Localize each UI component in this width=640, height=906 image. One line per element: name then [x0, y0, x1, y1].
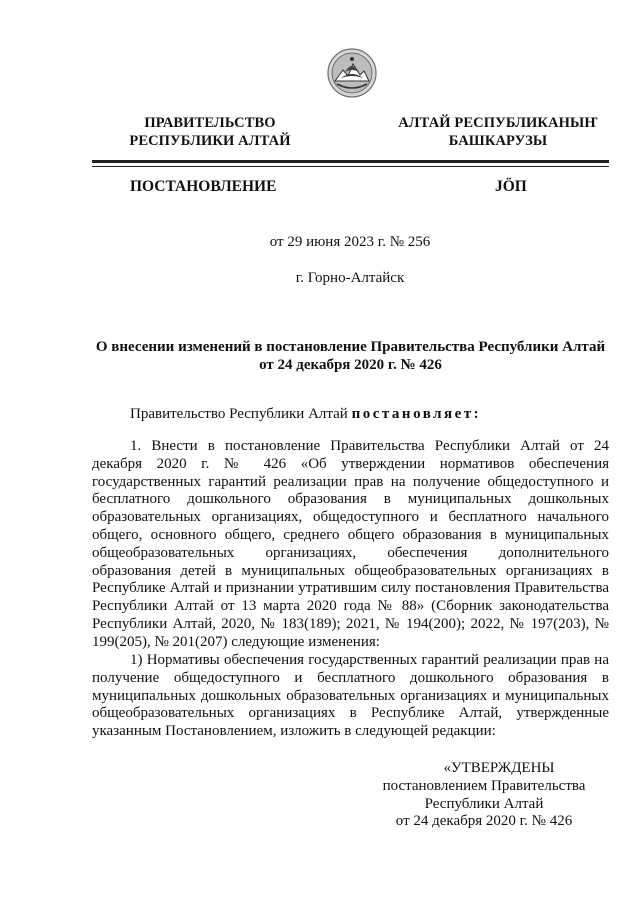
government-name-line2: РЕСПУБЛИКИ АЛТАЙ: [129, 133, 291, 149]
opening-prefix: Правительство Республики Алтай: [130, 406, 352, 422]
date-number-line: от 29 июня 2023 г. № 256: [269, 234, 431, 250]
altai-coat-of-arms-icon: [327, 48, 377, 98]
government-name-russian: [100, 114, 320, 150]
header-divider-thin: [92, 166, 609, 167]
government-name-line1: ПРАВИТЕЛЬСТВО: [144, 115, 276, 131]
government-name-altai-line2: БАШКАРУЗЫ: [448, 133, 548, 149]
approval-line4: от 24 декабря 2020 г. № 426: [395, 813, 573, 830]
approval-line1: «УТВЕРЖДЕНЫ: [443, 760, 555, 776]
document-title-line2: от 24 декабря 2020 г. № 426: [259, 357, 442, 373]
approval-line3: Республики Алтай: [424, 795, 544, 812]
approval-block: [360, 760, 608, 831]
resolution-opening: [130, 406, 481, 423]
document-title: [92, 338, 609, 374]
paragraph-1: 1. Внести в постановление Правительства Республики Алтай от 24 декабря 2020 г. № 426 «Об утверждении нормативов обеспечения государственных гарантий реализации прав на получение общедоступного и бесплатного дошкольного образования в муниципальных дошкольных образовательных организациях, общедоступного и бесплатного начального общего, основного общего, среднего общего образования в муниципальных общеобразовательных организациях, обеспечения дополнительного образования детей в муниципальных общеобразовательных организациях в Республике Алтай и признании утратившим силу постановления Правительства Республики Алтай от 13 марта 2020 года № 88» (Сборник законодательства Республики Алтай, 2020, № 183(189); 2021, № 194(200); 2022, № 197(203), № 199(205), № 201(207) следующие изменения:: [92, 438, 609, 650]
government-name-altai: [383, 114, 613, 150]
doc-type-altai: JÖП: [495, 178, 527, 195]
government-name-altai-line1: АЛТАЙ РЕСПУБЛИКАНЫҤ: [398, 115, 598, 131]
header-divider-thick: [92, 160, 609, 163]
paragraph-2: 1) Нормативы обеспечения государственных гарантий реализации прав на получение общедоступного и бесплатного дошкольного образования в муниципальных дошкольных образовательных организациях и муниципальных общеобразовательных организациях в Республике Алтай, утвержденные указанным Постановлением, изложить в следующей редакции:: [92, 652, 609, 740]
doc-type-russian: ПОСТАНОВЛЕНИЕ: [130, 178, 277, 195]
approval-line2: постановлением Правительства: [382, 777, 586, 794]
document-title-line1: О внесении изменений в постановление Правительства Республики Алтай: [95, 339, 606, 355]
opening-verb: постановляет:: [351, 406, 482, 422]
city-line: г. Горно-Алтайск: [295, 270, 405, 286]
